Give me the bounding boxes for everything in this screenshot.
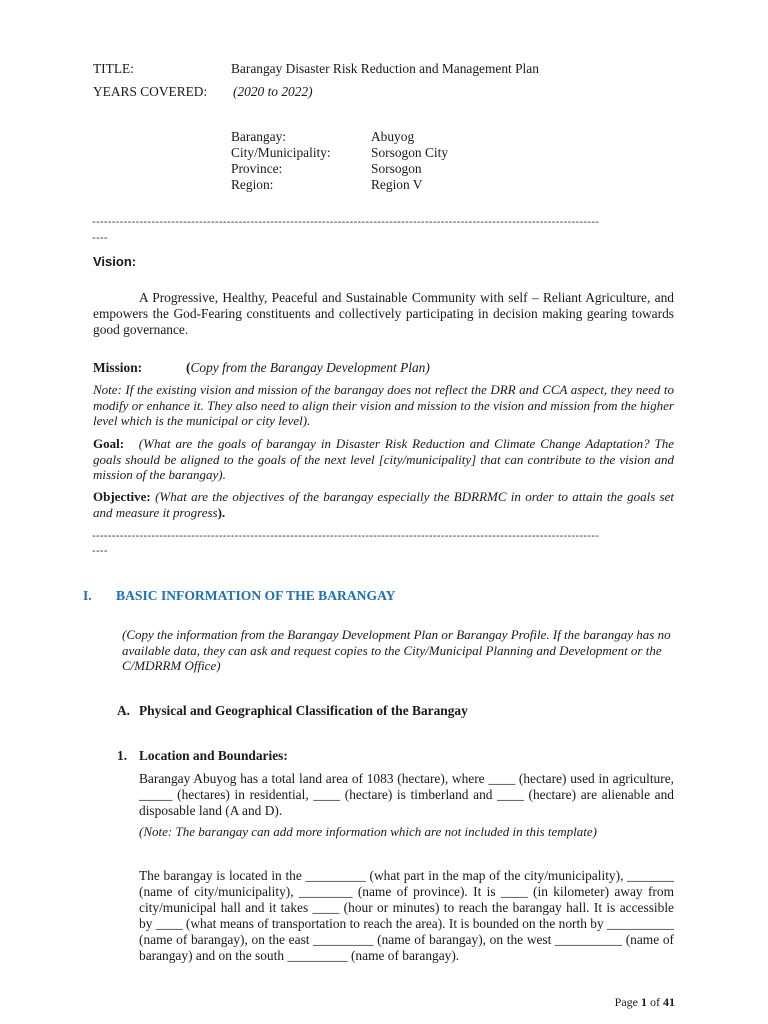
objective-text: (What are the objectives of the barangay especially the BDRRMC in order to attain the goals set and measure it progress [93, 489, 675, 520]
section-title: BASIC INFORMATION OF THE BARANGAY [116, 588, 396, 603]
mission-open-paren: ( [186, 360, 191, 375]
page-word: Page [614, 995, 638, 1009]
item-title: Location and Boundaries: [139, 748, 288, 763]
objective-end: ). [217, 504, 226, 520]
separator-tail: ---- [92, 545, 108, 557]
title-value: Barangay Disaster Risk Reduction and Management Plan [231, 61, 539, 76]
section-note: (Copy the information from the Barangay Development Plan or Barangay Profile. If the barangay has no available data, they can ask and request copies to the City/Municipal Planning and Development or the C/MDRRM Office) [122, 627, 671, 673]
mission-note: Note: If the existing vision and mission of the barangay does not reflect the DRR and CCA aspect, they need to modify or enhance it. They also need to align their vision and mission to the vision and mission from the higher level which is the municipal or city level). [93, 382, 674, 428]
years-label: YEARS COVERED: [93, 84, 208, 99]
province-label: Province: [231, 161, 283, 176]
objective-label: Objective: [93, 489, 151, 504]
barangay-label: Barangay: [231, 129, 287, 144]
separator-line: -------------------------------------------------------------------------------------------------------------------------------- [92, 216, 600, 228]
separator-tail: ---- [92, 232, 108, 244]
barangay-value: Abuyog [371, 129, 415, 144]
objective-paragraph [93, 489, 674, 520]
title-label: TITLE: [93, 61, 134, 76]
mission-text: Copy from the Barangay Development Plan) [190, 360, 430, 375]
subsection-letter: A. [117, 703, 131, 718]
region-label: Region: [231, 177, 274, 192]
separator-line: -------------------------------------------------------------------------------------------------------------------------------- [92, 530, 600, 542]
page-number: 1 [641, 995, 647, 1009]
city-label: City/Municipality: [231, 145, 331, 160]
vision-heading: Vision: [93, 254, 137, 269]
province-value: Sorsogon [371, 161, 422, 176]
city-value: Sorsogon City [371, 145, 449, 160]
vision-text: A Progressive, Healthy, Peaceful and Sustainable Community with self – Reliant Agriculture, and empowers the God-Fearing constituents and collectively participating in decision making gearing towards good governance. [93, 290, 674, 337]
goal-paragraph [93, 436, 674, 483]
goal-label: Goal: [93, 436, 125, 451]
subsection-title: Physical and Geographical Classification of the Barangay [139, 703, 468, 718]
template-note: (Note: The barangay can add more information which are not included in this template) [139, 824, 597, 839]
item-number: 1. [117, 748, 128, 763]
goal-text: (What are the goals of barangay in Disaster Risk Reduction and Climate Change Adaptation? The goals should be aligned to the goals of the next level [city/municipality] that can contribute to the vision and mission of the barangay). [93, 436, 675, 482]
region-value: Region V [371, 177, 423, 192]
boundaries-paragraph: The barangay is located in the _________ (what part in the map of the city/municipality), _______ (name of city/municipality), ________ (name of province). It is ____ (in kilometer) away from city/municipal hall and it takes ____ (hour or minutes) to reach the barangay hall. It is accessible by ____ (what means of transportation to reach the area). It is bounded on the north by __________ (name of barangay), on the east _________ (name of barangay), on the west __________ (name of barangay) and on the south _________ (name of barangay). [139, 868, 674, 963]
page-total: 41 [663, 995, 675, 1009]
mission-text-line [186, 360, 430, 376]
mission-label: Mission: [93, 360, 143, 375]
section-number: I. [83, 588, 92, 603]
page-footer [615, 995, 675, 1010]
of-word: of [650, 995, 660, 1009]
years-value: (2020 to 2022) [233, 84, 313, 99]
land-area-paragraph: Barangay Abuyog has a total land area of 1083 (hectare), where ____ (hectare) used in agriculture, _____ (hectares) in residential, ____ (hectare) is timberland and ____ (hectare) are alienable and disposable land (A and D). [139, 771, 674, 818]
